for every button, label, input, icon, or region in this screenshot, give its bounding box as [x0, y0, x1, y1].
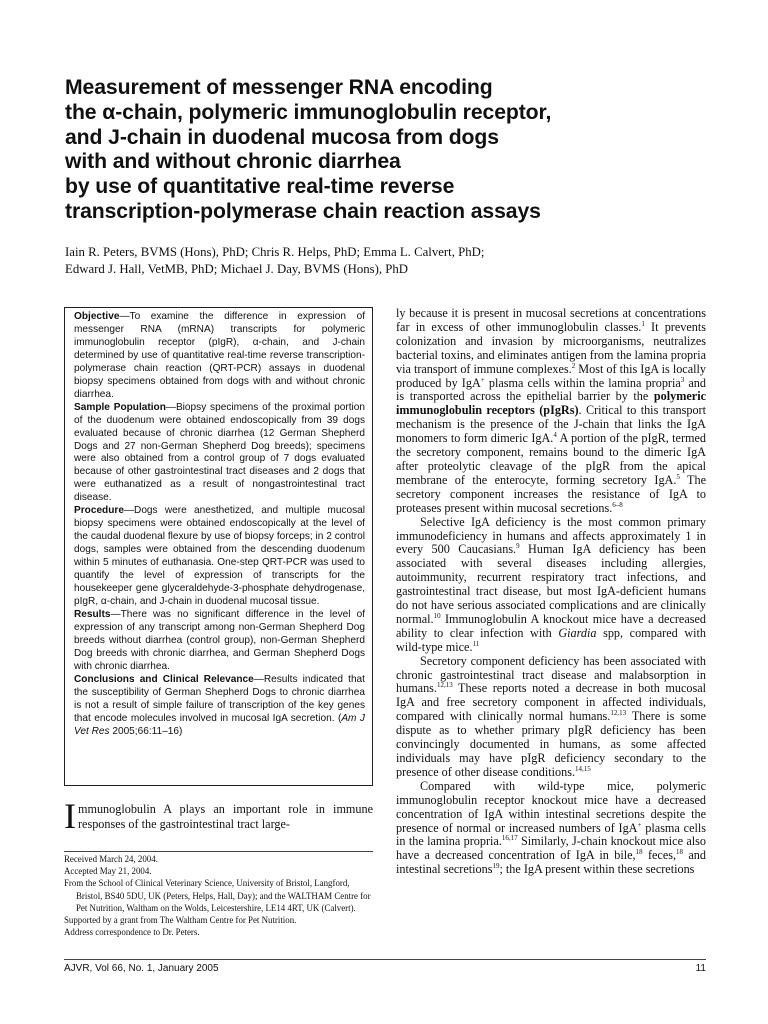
journal-info: AJVR, Vol 66, No. 1, January 2005 — [64, 963, 219, 974]
title-line: the α-chain, polymeric immunoglobulin receptor, — [65, 100, 552, 124]
citation-ref: 14,15 — [575, 764, 591, 773]
body-text: and is transported across the epithelial barrier by the — [396, 375, 706, 404]
abstract-text: —Results indicated that the susceptibility of German Shepherd Dogs to chronic diarrhea is not a result of simple failure of transcription of the key genes that encode molecules involved in mucosal IgA secretion. ( — [74, 673, 365, 724]
italic-term: Giardia — [558, 625, 597, 640]
citation-details: 2005;66:11–16) — [109, 725, 183, 737]
article-title — [65, 76, 745, 225]
body-text: Most of this IgA is locally produced by IgA — [396, 361, 706, 390]
abstract-text: —To examine the difference in expression of messenger RNA (mRNA) transcripts for polymeric immunoglobulin receptor (pIgR), α-chain, and J-chain determined by use of quantitative real-time reverse transcription-polymerase chain reaction (QRT-PCR) assays in duodenal biopsy specimens obtained from dogs with and without chronic diarrhea. — [74, 311, 365, 400]
body-paragraph — [396, 655, 706, 780]
body-text: The secretory component increases the resistance of IgA to proteases present within mucosal secretions. — [396, 472, 706, 515]
citation-ref: 10 — [433, 611, 441, 620]
intro-paragraph — [64, 796, 373, 836]
citation-ref: 16,17 — [501, 834, 518, 843]
citation-ref: 11 — [472, 639, 480, 648]
bold-term: polymeric immunoglobulin receptors (pIgRs) — [396, 389, 706, 418]
superscript: + — [480, 375, 485, 384]
received-date: Received March 24, 2004. — [64, 854, 158, 864]
body-text: Immunoglobulin A knockout mice have a decreased ability to clear infection with — [396, 611, 706, 640]
body-column-right — [396, 307, 706, 877]
body-text: feces, — [642, 848, 677, 863]
citation-ref: 19 — [492, 862, 500, 871]
author-line: Iain R. Peters, BVMS (Hons), PhD; Chris R. Helps, PhD; Emma L. Calvert, PhD; — [65, 245, 485, 259]
abstract-text: —There was no significant difference in the level of expression of any transcript among non-German Shepherd Dog breeds without diarrhea (control group), non-German Shepherd Dog breeds with chronic diarrhea, and German Shepherd Dogs with chronic diarrhea. — [74, 608, 365, 672]
citation-ref: 5 — [676, 472, 680, 481]
title-line: transcription-polymerase chain reaction assays — [65, 199, 541, 223]
drop-cap: I — [64, 796, 76, 836]
affiliations: From the School of Clinical Veterinary Science, University of Bristol, Langford, Bristol, BS40 5DU, UK (Peters, Helps, Hall, Day); and the WALTHAM Centre for Pet Nutrition, Waltham on the Wolds, Leicestershire, LE14 4RT, UK (Calvert). — [64, 878, 371, 913]
body-text: ly because it is present in mucosal secretions at concentrations far in excess of other immunoglobulin classes. — [396, 306, 706, 334]
footer-rule — [64, 959, 706, 960]
superscript: + — [637, 820, 642, 829]
citation-ref: 6–8 — [612, 500, 623, 509]
author-list — [65, 244, 745, 278]
title-line: with and without chronic diarrhea — [65, 150, 401, 174]
citation-ref: 18 — [676, 848, 684, 857]
body-text: Compared with wild-type mice, polymeric immunoglobulin receptor knockout mice have a decreased concentration of IgA within intestinal secretions despite the presence of normal or increased numbers of IgA — [396, 778, 706, 835]
body-text: Human IgA deficiency has been associated with several diseases including allergies, autoimmunity, recurrent respiratory tract infections, and gastrointestinal tract disease, but most IgA-deficient humans do not have serious associated complications and are clinically normal. — [396, 542, 706, 626]
body-text: It prevents colonization and invasion by microorganisms, neutralizes bacterial toxins, and eliminates antigen from the lamina propria via transport of immune complexes. — [396, 319, 706, 376]
abstract-text: —Biopsy specimens of the proximal portion of the duodenum were obtained endoscopically from 39 dogs evaluated because of chronic diarrhea (12 German Shepherd Dogs and 27 non-German Shepherd Dog breeds); specimens were also obtained from a control group of 7 dogs evaluated because of other gastrointestinal tract diseases and 2 dogs that were euthanatized as a result of nongastrointestinal tract disease. — [74, 401, 365, 504]
citation-ref: 2 — [571, 361, 576, 370]
body-text: Secretory component deficiency has been associated with chronic gastrointestinal tract disease and malabsorption in humans. — [396, 653, 706, 696]
title-line: Measurement of messenger RNA encoding — [65, 76, 493, 99]
body-text: Similarly, J-chain knockout mice also have a decreased concentration of IgA in bile, — [396, 834, 706, 863]
citation-ref: 4 — [553, 431, 557, 440]
abstract-sample-population — [74, 402, 365, 506]
body-text: spp, compared with wild-type mice. — [396, 625, 706, 654]
abstract-objective — [74, 311, 365, 402]
body-text: and intestinal secretions — [396, 848, 706, 877]
article-notes — [64, 853, 373, 938]
abstract-label: Procedure — [74, 505, 124, 517]
funding-note: Supported by a grant from The Waltham Centre for Pet Nutrition. — [64, 915, 297, 926]
abstract-box — [64, 307, 373, 786]
body-text: plasma cells within the lamina propria — [484, 375, 681, 390]
page-number: 11 — [695, 963, 706, 974]
body-text: These reports noted a decrease in both mucosal IgA and free secretory component in affected individuals, compared with clinically normal humans. — [396, 681, 706, 724]
accepted-date: Accepted May 21, 2004. — [64, 866, 152, 877]
abstract-label: Sample Population — [74, 401, 166, 413]
citation-ref: 1 — [641, 319, 645, 328]
intro-text: mmunoglobulin A plays an important role in immune responses of the gastrointestinal tract large- — [78, 802, 373, 831]
citation-ref: 9 — [516, 542, 520, 551]
correspondence-note: Address correspondence to Dr. Peters. — [64, 927, 200, 938]
body-text: ; the IgA present within these secretions — [499, 862, 695, 877]
body-paragraph — [396, 780, 706, 877]
citation-ref: 18 — [635, 848, 643, 857]
citation-ref: 3 — [680, 375, 685, 384]
author-line: Edward J. Hall, VetMB, PhD; Michael J. Day, BVMS (Hons), PhD — [65, 262, 409, 276]
title-line: and J-chain in duodenal mucosa from dogs — [65, 125, 499, 149]
body-text: Selective IgA deficiency is the most common primary immunodeficiency in humans and affects approximately 1 in every 500 Caucasians. — [396, 514, 706, 557]
page-footer — [64, 962, 706, 975]
abstract-results — [74, 609, 365, 674]
citation-ref: 12,13 — [436, 681, 453, 690]
abstract-label: Results — [74, 608, 111, 620]
abstract-conclusions — [74, 674, 365, 739]
abstract-label: Conclusions and Clinical Relevance — [74, 673, 254, 685]
abstract-text: —Dogs were anesthetized, and multiple mucosal biopsy specimens were obtained endoscopically at the level of the caudal duodenal flexure by use of biopsy forceps; in 2 control dogs, samples were obtained from the descending duodenum within 5 minutes of euthanasia. One-step QRT-PCR was used to quantify the level of expression of transcripts for the housekeeper gene glyceraldehyde-3-phosphate dehydrogenase, pIgR, α-chain, and J-chain in duodenal mucosal tissue. — [74, 505, 365, 607]
body-paragraph — [396, 516, 706, 655]
footnote-divider — [64, 851, 373, 852]
body-text: A portion of the pIgR, termed the secretory component, remains bound to the dimeric IgA after proteolytic cleavage of the pIgR from the apical membrane of the enterocyte, forming secretory IgA. — [396, 431, 706, 487]
citation-journal: Am J Vet Res — [74, 712, 365, 737]
title-line: by use of quantitative real-time reverse — [65, 175, 455, 199]
body-paragraph — [396, 307, 706, 516]
abstract-procedure — [74, 505, 365, 609]
abstract-label: Objective — [74, 311, 120, 322]
body-text: . Critical to this transport mechanism is the presence of the J-chain that links the IgA monomers to form dimeric IgA. — [396, 403, 706, 446]
citation-ref: 12,13 — [610, 709, 627, 718]
body-text: There is some dispute as to whether primary pIgR deficiency has been convincingly documented in humans, as some affected individuals may have pIgR deficiency secondary to the presence of other disease conditions. — [396, 709, 706, 779]
body-text: plasma cells in the lamina propria. — [396, 820, 707, 849]
